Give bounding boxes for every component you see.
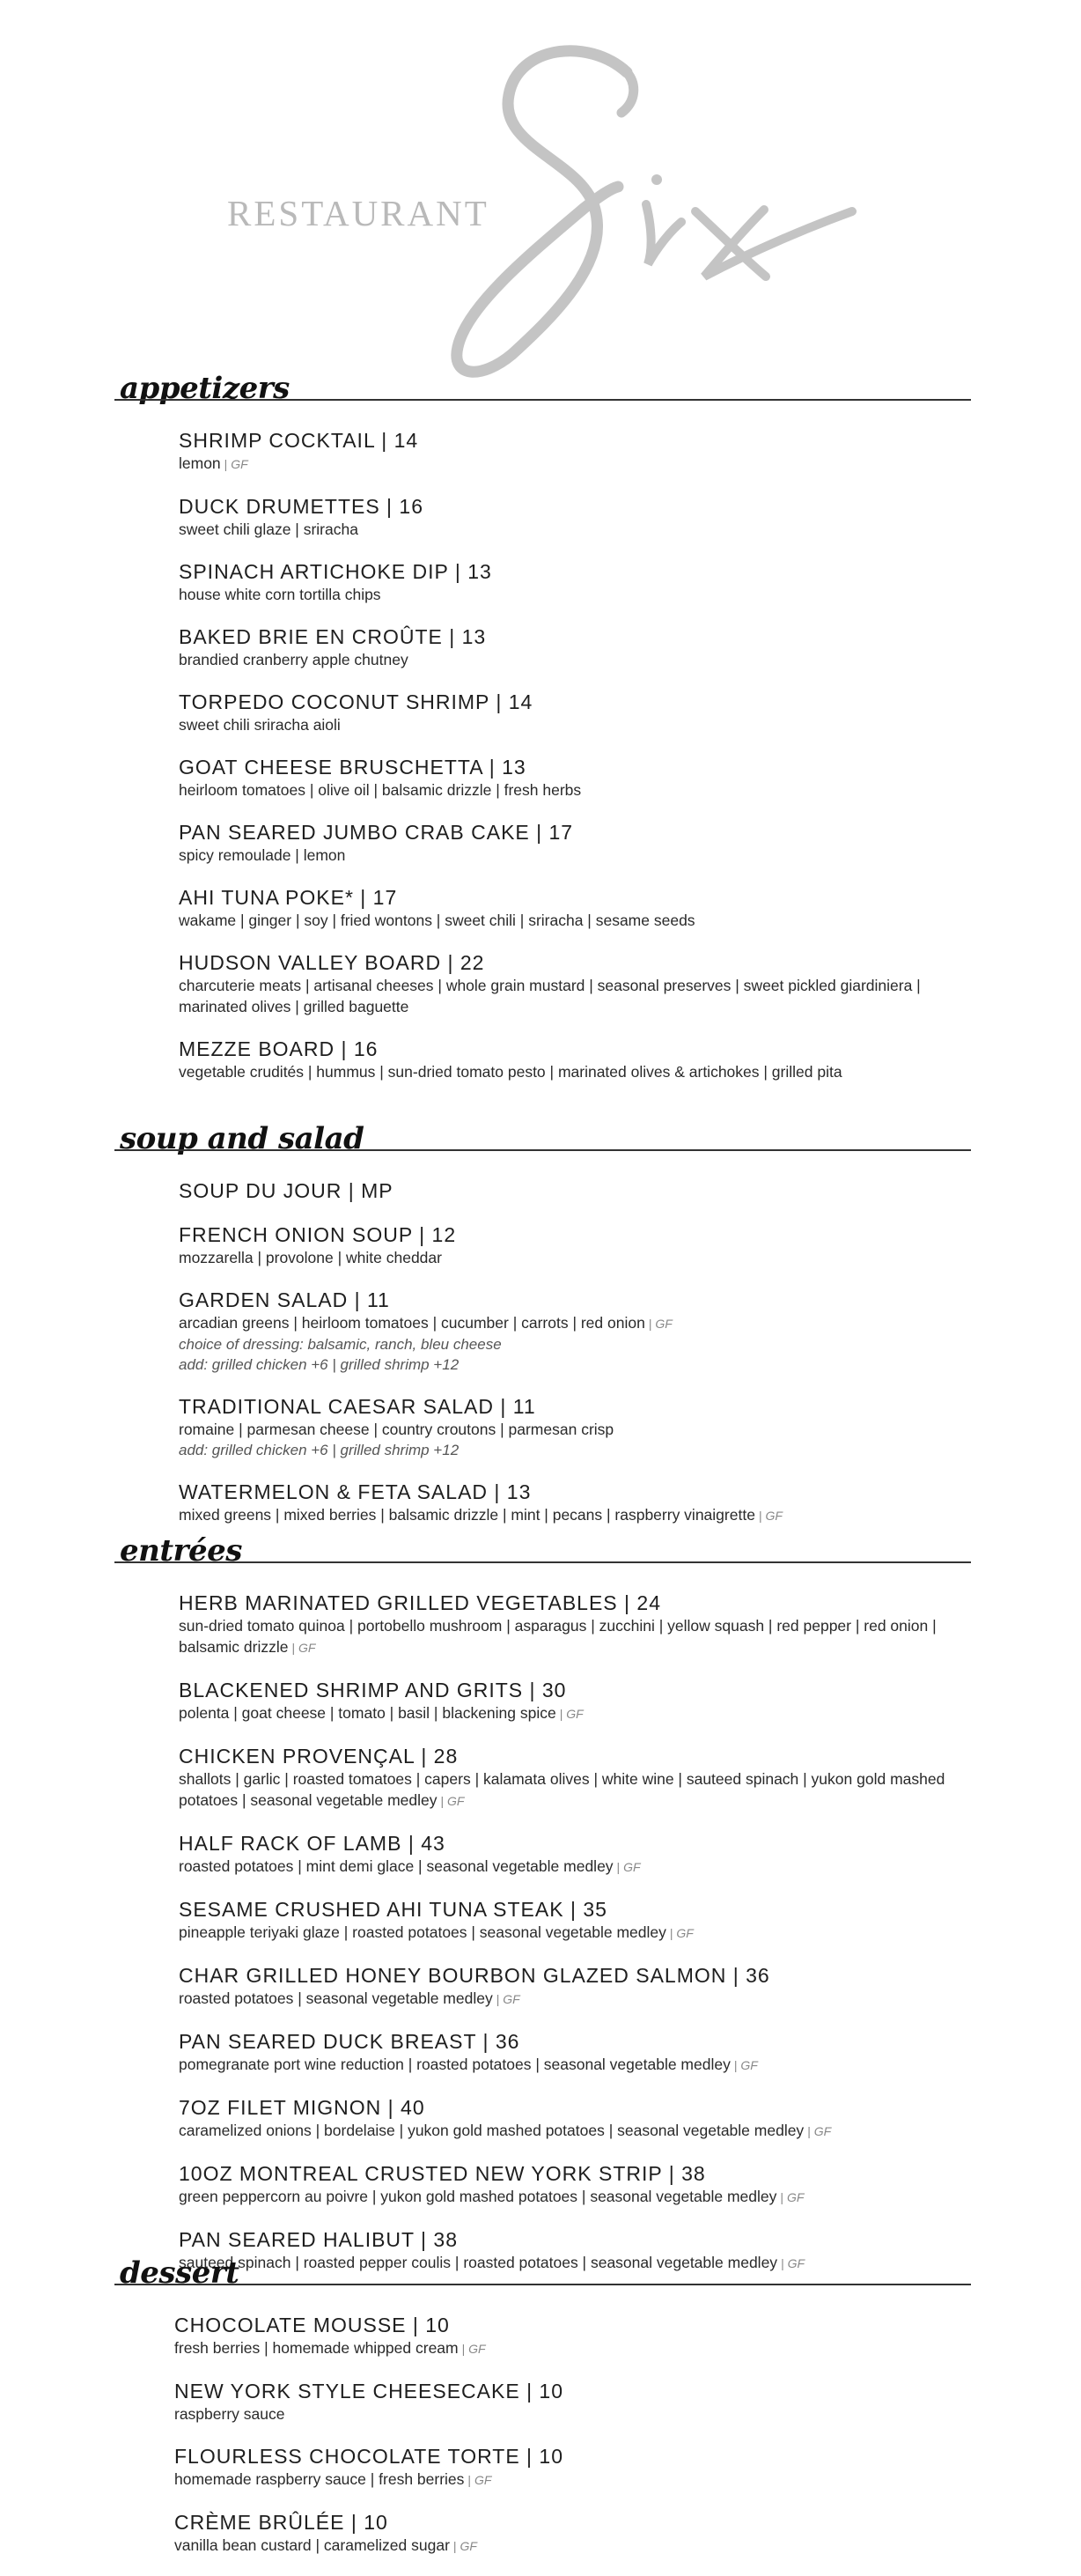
- menu-item: [179, 1831, 958, 1878]
- gluten-free-tag: | GF: [462, 2342, 486, 2356]
- menu-item: [179, 1963, 958, 2010]
- item-name: BAKED BRIE EN CROÛTE | 13: [179, 625, 487, 648]
- item-description: mixed greens | mixed berries | balsamic drizzle | mint | pecans | raspberry vinaigrette| GF: [179, 1504, 958, 1526]
- item-name: 7OZ FILET MIGNON | 40: [179, 2096, 425, 2119]
- gluten-free-tag: | GF: [441, 1794, 465, 1808]
- item-description: sun-dried tomato quinoa | portobello mushroom | asparagus | zucchini | yellow squash | red pepper | red onion | balsamic drizzle| GF: [179, 1615, 958, 1658]
- item-description: roasted potatoes | mint demi glace | seasonal vegetable medley| GF: [179, 1856, 958, 1878]
- menu-item: [179, 2095, 958, 2142]
- menu-item: [179, 2161, 958, 2208]
- menu-item: [179, 1288, 958, 1375]
- logo-script-six: [0, 0, 1081, 388]
- section-divider: [114, 399, 971, 401]
- item-name: AHI TUNA POKE* | 17: [179, 886, 398, 909]
- item-description: green peppercorn au poivre | yukon gold mashed potatoes | seasonal vegetable medley| GF: [179, 2186, 958, 2208]
- item-name: GARDEN SALAD | 11: [179, 1288, 390, 1311]
- gluten-free-tag: | GF: [560, 1707, 584, 1721]
- menu-item: [179, 755, 958, 801]
- menu-item: [179, 690, 958, 735]
- item-name: FRENCH ONION SOUP | 12: [179, 1223, 457, 1246]
- item-name: SESAME CRUSHED AHI TUNA STEAK | 35: [179, 1898, 607, 1921]
- menu-item: [179, 1744, 958, 1812]
- menu-item: [179, 1037, 958, 1082]
- menu-item: [179, 1897, 958, 1944]
- item-description: brandied cranberry apple chutney: [179, 651, 408, 668]
- item-description: spicy remoulade | lemon: [179, 846, 346, 864]
- section-header: [0, 1517, 1081, 1566]
- gluten-free-tag: | GF: [734, 2058, 758, 2072]
- gluten-free-tag: | GF: [453, 2539, 477, 2553]
- item-name: WATERMELON & FETA SALAD | 13: [179, 1480, 532, 1503]
- menu-item: [179, 885, 958, 931]
- menu-item: [174, 2313, 958, 2359]
- item-description: wakame | ginger | soy | fried wontons | sweet chili | sriracha | sesame seeds: [179, 912, 695, 929]
- gluten-free-tag: | GF: [781, 2256, 805, 2270]
- gluten-free-tag: | GF: [670, 1926, 694, 1940]
- section-divider: [114, 1149, 971, 1151]
- menu-item: [179, 1591, 958, 1658]
- item-description: sweet chili glaze | sriracha: [179, 520, 358, 538]
- item-name: SPINACH ARTICHOKE DIP | 13: [179, 560, 492, 583]
- item-name: CRÈME BRÛLÉE | 10: [174, 2511, 388, 2534]
- item-note: choice of dressing: balsamic, ranch, bleu cheese: [179, 1336, 502, 1353]
- menu-item: [179, 1678, 958, 1724]
- item-description: roasted potatoes | seasonal vegetable medley| GF: [179, 1988, 958, 2010]
- item-description: polenta | goat cheese | tomato | basil | blackening spice| GF: [179, 1702, 958, 1724]
- menu-item: [179, 428, 958, 475]
- item-name: TORPEDO COCONUT SHRIMP | 14: [179, 690, 533, 713]
- section-divider: [114, 1561, 971, 1563]
- item-description: romaine | parmesan cheese | country croutons | parmesan crisp: [179, 1421, 614, 1438]
- item-name: PAN SEARED DUCK BREAST | 36: [179, 2030, 520, 2053]
- item-name: CHAR GRILLED HONEY BOURBON GLAZED SALMON | 36: [179, 1964, 770, 1987]
- section-title: dessert: [120, 2255, 239, 2291]
- item-description: sweet chili sriracha aioli: [179, 716, 341, 734]
- item-description: homemade raspberry sauce | fresh berries| GF: [174, 2469, 958, 2491]
- item-name: HERB MARINATED GRILLED VEGETABLES | 24: [179, 1591, 661, 1614]
- menu-item: [179, 1222, 958, 1268]
- menu-item: [179, 559, 958, 605]
- gluten-free-tag: | GF: [291, 1641, 315, 1655]
- item-name: DUCK DRUMETTES | 16: [179, 495, 424, 518]
- menu-item: [179, 820, 958, 866]
- gluten-free-tag: | GF: [496, 1992, 520, 2006]
- item-description: pomegranate port wine reduction | roasted potatoes | seasonal vegetable medley| GF: [179, 2054, 958, 2076]
- item-description: pineapple teriyaki glaze | roasted potatoes | seasonal vegetable medley| GF: [179, 1922, 958, 1944]
- menu-item: [179, 494, 958, 540]
- section-appetizers: [0, 354, 1081, 1102]
- item-name: FLOURLESS CHOCOLATE TORTE | 10: [174, 2445, 564, 2468]
- item-name: CHICKEN PROVENÇAL | 28: [179, 1745, 459, 1768]
- item-name: NEW YORK STYLE CHEESECAKE | 10: [174, 2380, 564, 2403]
- item-name: CHOCOLATE MOUSSE | 10: [174, 2314, 450, 2336]
- section-soup-and-salad: [0, 1104, 1081, 1546]
- item-description: lemon| GF: [179, 453, 958, 475]
- item-description: caramelized onions | bordelaise | yukon gold mashed potatoes | seasonal vegetable medley| GF: [179, 2120, 958, 2142]
- item-name: GOAT CHEESE BRUSCHETTA | 13: [179, 756, 526, 779]
- section-title: soup and salad: [120, 1121, 364, 1156]
- item-description: vegetable crudités | hummus | sun-dried tomato pesto | marinated olives & artichokes | grilled pita: [179, 1063, 842, 1081]
- section-divider: [114, 2284, 971, 2285]
- item-name: BLACKENED SHRIMP AND GRITS | 30: [179, 1679, 567, 1701]
- section-title: entrées: [120, 1533, 242, 1568]
- gluten-free-tag: | GF: [807, 2124, 831, 2138]
- item-name: MEZZE BOARD | 16: [179, 1037, 379, 1060]
- item-description: sauteed spinach | roasted pepper coulis | roasted potatoes | seasonal vegetable medley| GF: [179, 2252, 958, 2274]
- menu-item: [179, 624, 958, 670]
- section-header: [0, 2239, 1081, 2291]
- restaurant-logo: [0, 0, 1081, 388]
- item-description: raspberry sauce: [174, 2405, 285, 2423]
- item-description: heirloom tomatoes | olive oil | balsamic drizzle | fresh herbs: [179, 781, 582, 799]
- item-description: shallots | garlic | roasted tomatoes | capers | kalamata olives | white wine | sauteed spinach | yukon gold mashed potatoes | seasonal vegetable medley| GF: [179, 1768, 958, 1812]
- item-description: mozzarella | provolone | white cheddar: [179, 1249, 442, 1266]
- section-entrees: [0, 1517, 1081, 2293]
- gluten-free-tag: | GF: [617, 1860, 641, 1874]
- item-name: SHRIMP COCKTAIL | 14: [179, 429, 419, 452]
- item-name: HUDSON VALLEY BOARD | 22: [179, 951, 485, 974]
- gluten-free-tag: | GF: [649, 1317, 673, 1331]
- item-note: add: grilled chicken +6 | grilled shrimp +12: [179, 1442, 460, 1458]
- gluten-free-tag: | GF: [759, 1509, 783, 1523]
- menu-item: [179, 2029, 958, 2076]
- menu-item: [179, 1178, 958, 1203]
- section-title: appetizers: [120, 371, 290, 406]
- item-name: SOUP DU JOUR | MP: [179, 1179, 393, 1202]
- item-name: PAN SEARED HALIBUT | 38: [179, 2228, 459, 2251]
- gluten-free-tag: | GF: [780, 2190, 804, 2204]
- item-description: house white corn tortilla chips: [179, 586, 381, 603]
- item-description: charcuterie meats | artisanal cheeses | whole grain mustard | seasonal preserves | sweet pickled giardiniera | marinated olives | grilled baguette: [179, 977, 921, 1015]
- section-header: [0, 354, 1081, 406]
- menu-item: [179, 1394, 958, 1460]
- menu-item: [179, 950, 958, 1017]
- item-name: 10OZ MONTREAL CRUSTED NEW YORK STRIP | 38: [179, 2162, 706, 2185]
- menu-item: [174, 2510, 958, 2557]
- logo-wordmark: RESTAURANT: [227, 193, 489, 233]
- item-note: add: grilled chicken +6 | grilled shrimp +12: [179, 1356, 460, 1373]
- item-name: PAN SEARED JUMBO CRAB CAKE | 17: [179, 821, 574, 844]
- gluten-free-tag: | GF: [467, 2473, 491, 2487]
- section-dessert: [0, 2239, 1081, 2576]
- item-description: fresh berries | homemade whipped cream| GF: [174, 2337, 958, 2359]
- menu-item: [174, 2444, 958, 2491]
- item-description: vanilla bean custard | caramelized sugar| GF: [174, 2535, 958, 2557]
- section-header: [0, 1104, 1081, 1154]
- item-name: TRADITIONAL CAESAR SALAD | 11: [179, 1395, 536, 1418]
- menu-item: [174, 2379, 958, 2425]
- gluten-free-tag: | GF: [224, 457, 248, 471]
- item-name: HALF RACK OF LAMB | 43: [179, 1832, 445, 1855]
- item-description: arcadian greens | heirloom tomatoes | cucumber | carrots | red onion| GF: [179, 1312, 958, 1334]
